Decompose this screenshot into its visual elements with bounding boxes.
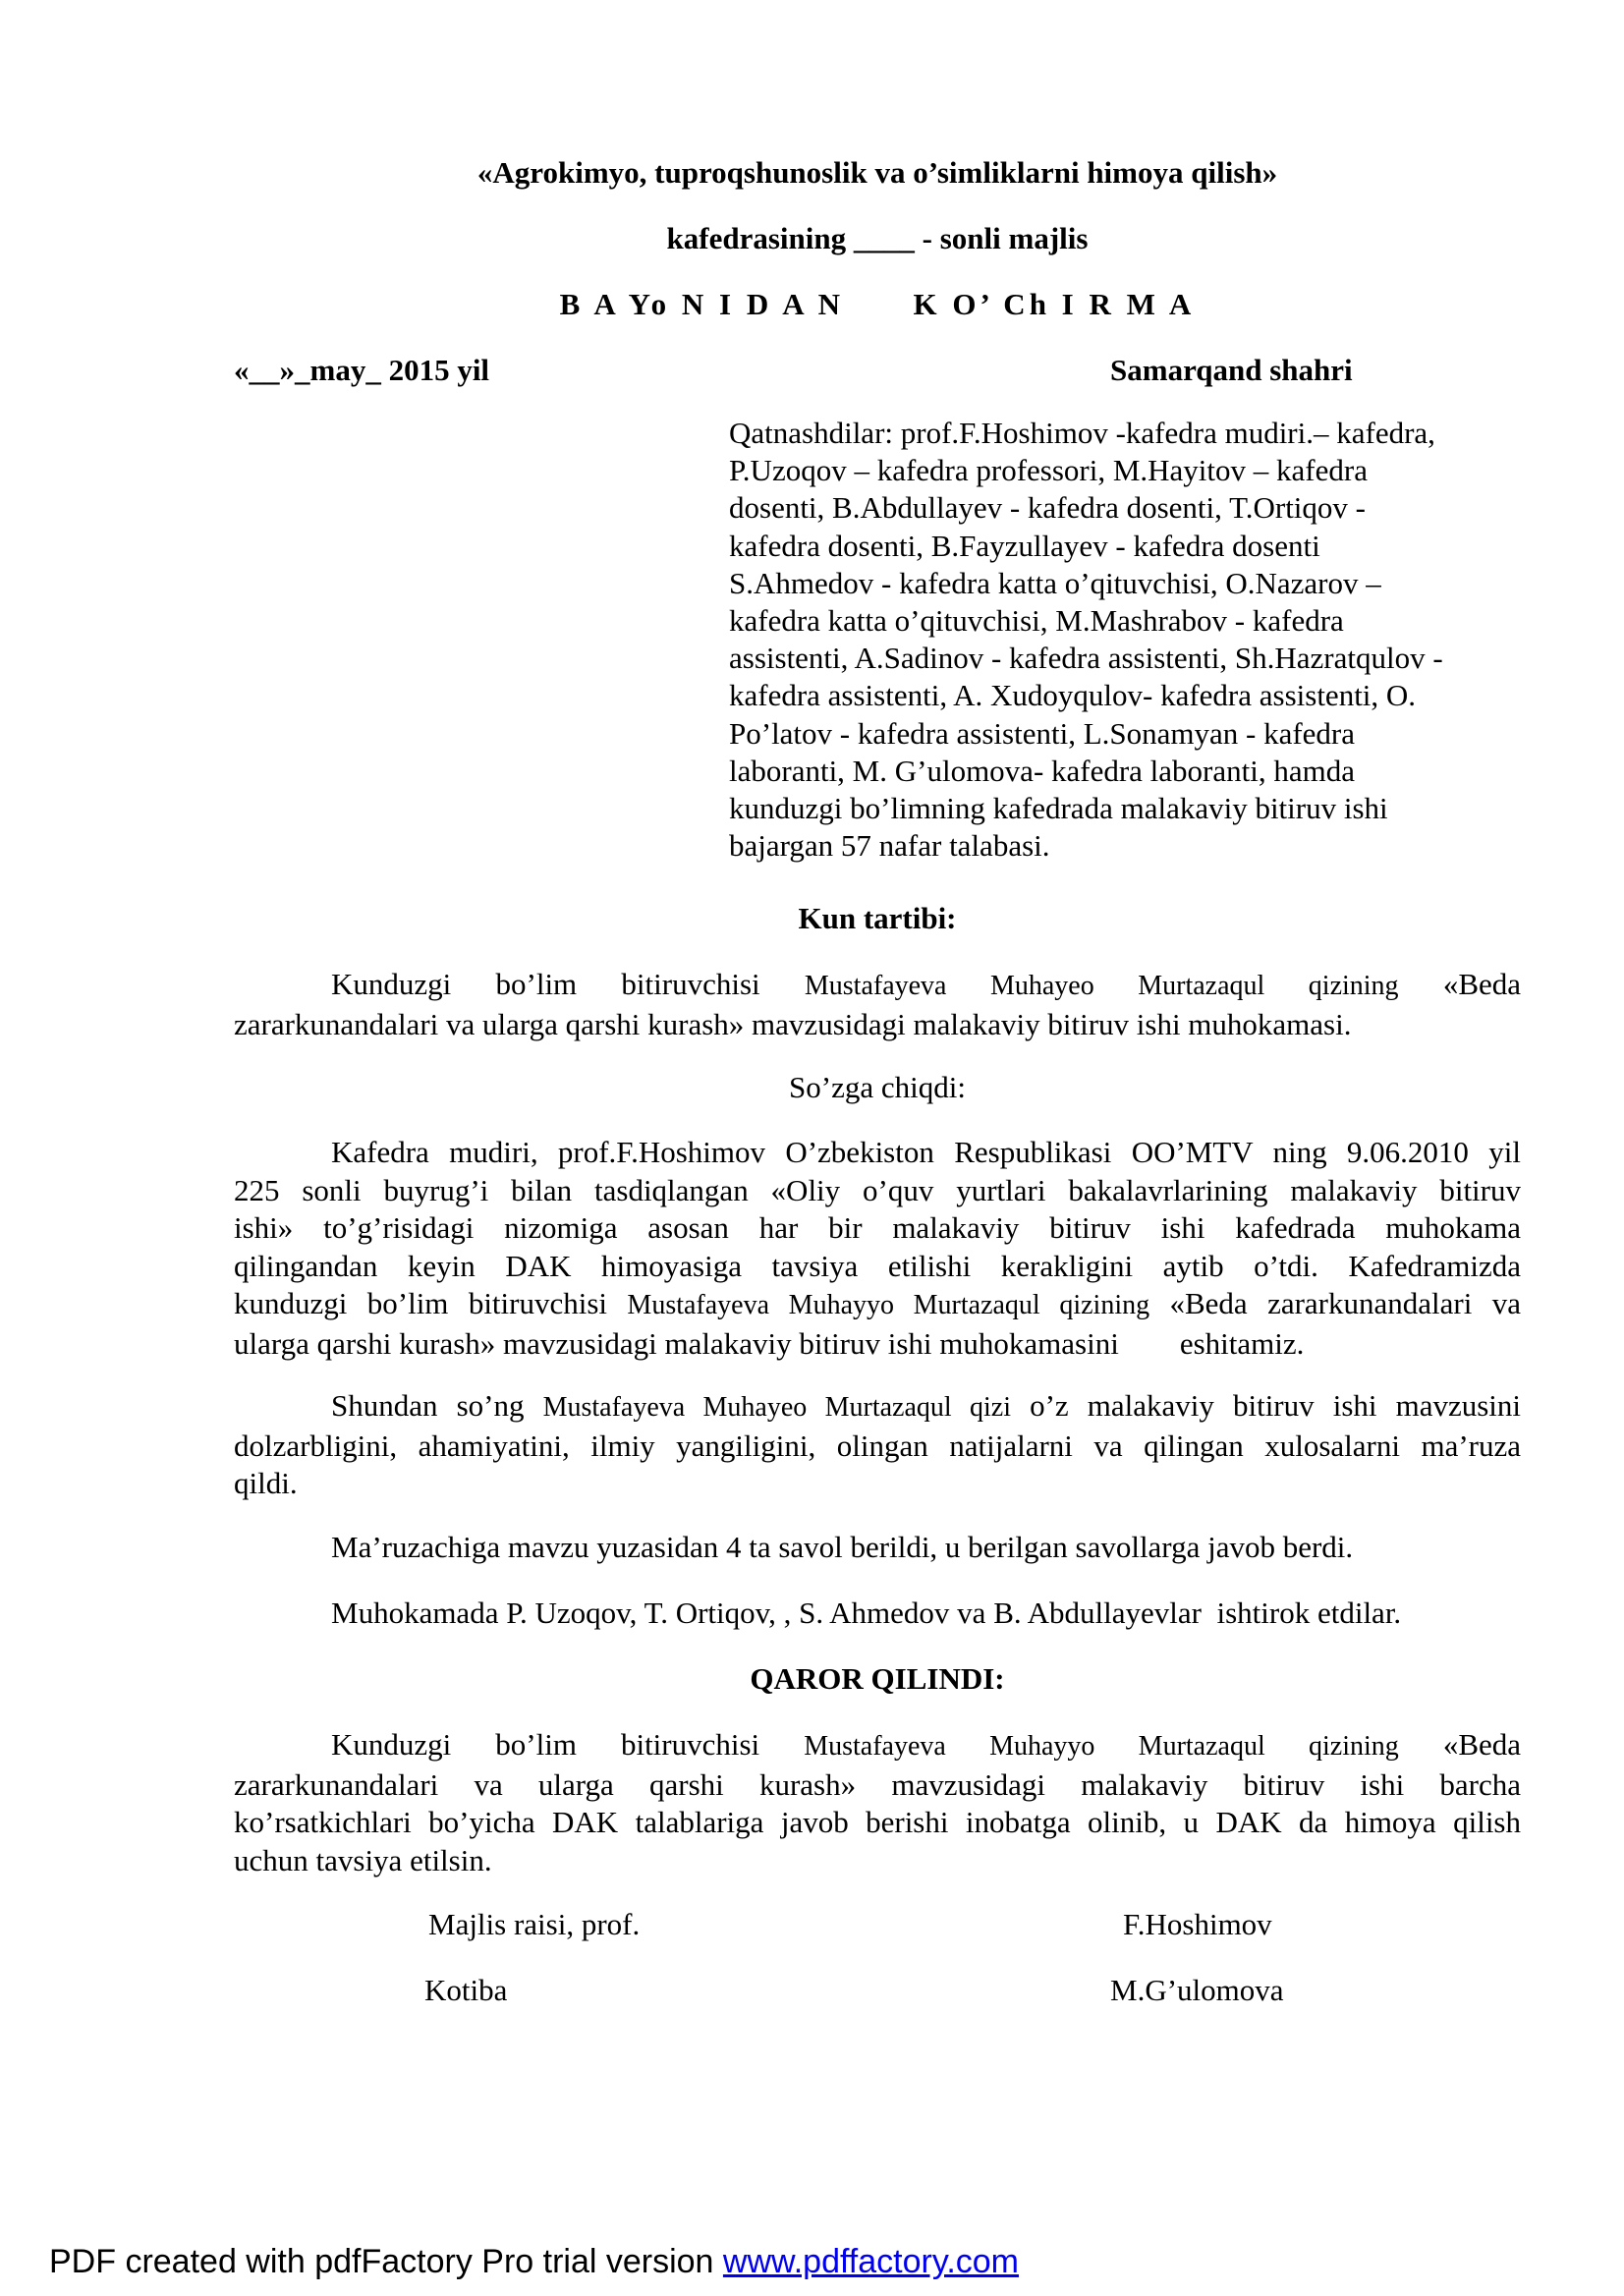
meeting-subtitle: kafedrasining ____ - sonli majlis xyxy=(666,221,1089,255)
agenda-text: «Beda xyxy=(1442,967,1522,1001)
agenda-heading: Kun tartibi: xyxy=(798,901,957,935)
attendees-block xyxy=(729,415,1544,865)
attendees-line: laboranti, M. G’ulomova- kafedra laboranti, hamda xyxy=(729,753,1355,788)
student-name: Mustafayeva Muhayyo Murtazaqul qizining xyxy=(804,1731,1399,1762)
footer-text: PDF created with pdfFactory Pro trial version xyxy=(49,2243,723,2280)
pdf-footer xyxy=(49,2242,1019,2281)
attendees-line: dosenti, B.Abdullayev - kafedra dosenti, T.Ortiqov - xyxy=(729,490,1366,526)
attendees-line: assistenti, A.Sadinov - kafedra assistenti, Sh.Hazratqulov - xyxy=(729,641,1443,676)
document-type: B A Yo N I D A N K O’ Ch I R M A xyxy=(559,287,1196,321)
discussion-text: Muhokamada P. Uzoqov, T. Ortiqov, , S. Ahmedov va B. Abdullayevlar ishtirok etdilar. xyxy=(331,1596,1402,1630)
decision-text: «Beda xyxy=(1442,1727,1522,1762)
report-text: dolzarbligini, ahamiyatini, ilmiy yangiligini, olingan natijalarni va qilingan xulosalarni ma’ruza xyxy=(234,1428,1521,1463)
secretary-role: Kotiba xyxy=(424,1973,508,2007)
report-text: o’z malakaviy bitiruv ishi mavzusini xyxy=(1030,1388,1522,1423)
attendees-line: Qatnashdilar: prof.F.Hoshimov -kafedra mudiri.– kafedra, xyxy=(729,416,1435,450)
report-text: qildi. xyxy=(234,1466,298,1500)
student-name: Mustafayeva Muhayyo Murtazaqul qizining xyxy=(627,1290,1150,1320)
speech-text: 225 sonli buyrug’i bilan tasdiqlangan «Oliy o’quv yurtlari bakalavrlarining malakaviy bitiruv xyxy=(234,1172,1521,1207)
attendees-line: kafedra assistenti, A. Xudoyqulov- kafedra assistenti, O. xyxy=(729,678,1417,713)
attendees-line: P.Uzoqov – kafedra professori, M.Hayitov – kafedra xyxy=(729,453,1368,488)
student-name: Mustafayeva Muhayeo Murtazaqul qizining xyxy=(804,971,1399,1001)
speech-text: ishi» to’g’risidagi nizomiga asosan har bir malakaviy bitiruv ishi kafedrada muhokama xyxy=(234,1210,1521,1245)
attendees-line: bajargan 57 nafar talabasi. xyxy=(729,828,1050,864)
attendees-line: kafedra katta o’qituvchisi, M.Mashrabov - kafedra xyxy=(729,603,1344,639)
speech-text: qilingandan keyin DAK himoyasiga tavsiya etilishi kerakligini aytib o’tdi. Kafedramizda xyxy=(234,1248,1521,1283)
agenda-paragraph xyxy=(234,966,1521,1043)
meeting-date: «__»_may_ 2015 yil xyxy=(234,353,490,387)
decision-paragraph xyxy=(234,1726,1521,1879)
attendees-line: kunduzgi bo’limning kafedrada malakaviy bitiruv ishi xyxy=(729,791,1388,826)
pdffactory-link[interactable]: www.pdffactory.com xyxy=(722,2243,1019,2280)
decision-text: zararkunandalari va ularga qarshi kurash» mavzusidagi malakaviy bitiruv ishi barcha xyxy=(234,1766,1521,1802)
decision-text: Kunduzgi bo’lim bitiruvchisi xyxy=(331,1727,760,1762)
meeting-city: Samarqand shahri xyxy=(1110,353,1353,387)
attendees-line: S.Ahmedov - kafedra katta o’qituvchisi, O.Nazarov – xyxy=(729,565,1381,600)
secretary-name: M.G’ulomova xyxy=(1110,1973,1284,2007)
decision-text: ko’rsatkichlari bo’yicha DAK talablariga javob berishi inobatga olinib, u DAK da himoya qilish xyxy=(234,1805,1521,1839)
speech-text: «Beda zararkunandalari va xyxy=(1169,1286,1521,1320)
student-name: Mustafayeva Muhayeo Murtazaqul qizi xyxy=(542,1392,1011,1423)
decision-text: uchun tavsiya etilsin. xyxy=(234,1842,492,1877)
attendees-line: Po’latov - kafedra assistenti, L.Sonamyan - kafedra xyxy=(729,715,1356,751)
speech-text: ularga qarshi kurash» mavzusidagi malakaviy bitiruv ishi muhokamasini eshitamiz. xyxy=(234,1325,1305,1361)
report-text: Shundan so’ng xyxy=(331,1388,525,1423)
decision-heading: QAROR QILINDI: xyxy=(750,1661,1005,1696)
chair-name: F.Hoshimov xyxy=(1123,1907,1272,1941)
chair-role: Majlis raisi, prof. xyxy=(428,1907,641,1941)
agenda-text: Kunduzgi bo’lim bitiruvchisi xyxy=(331,967,760,1001)
questions-text: Ma’ruzachiga mavzu yuzasidan 4 ta savol berildi, u berilgan savollarga javob berdi. xyxy=(331,1530,1354,1564)
speech-heading: So’zga chiqdi: xyxy=(789,1070,966,1104)
speech-paragraph xyxy=(234,1134,1521,1363)
attendees-line: kafedra dosenti, B.Fayzullayev - kafedra dosenti xyxy=(729,528,1320,563)
speech-text: kunduzgi bo’lim bitiruvchisi xyxy=(234,1286,608,1320)
speech-text: Kafedra mudiri, prof.F.Hoshimov O’zbekiston Respublikasi OO’MTV ning 9.06.2010 yil xyxy=(331,1135,1521,1169)
agenda-text: zararkunandalari va ularga qarshi kurash» mavzusidagi malakaviy bitiruv ishi muhokamasi. xyxy=(234,1006,1352,1041)
document-title: «Agrokimyo, tuproqshunoslik va o’simliklarni himoya qilish» xyxy=(476,155,1278,190)
report-paragraph xyxy=(234,1387,1521,1503)
